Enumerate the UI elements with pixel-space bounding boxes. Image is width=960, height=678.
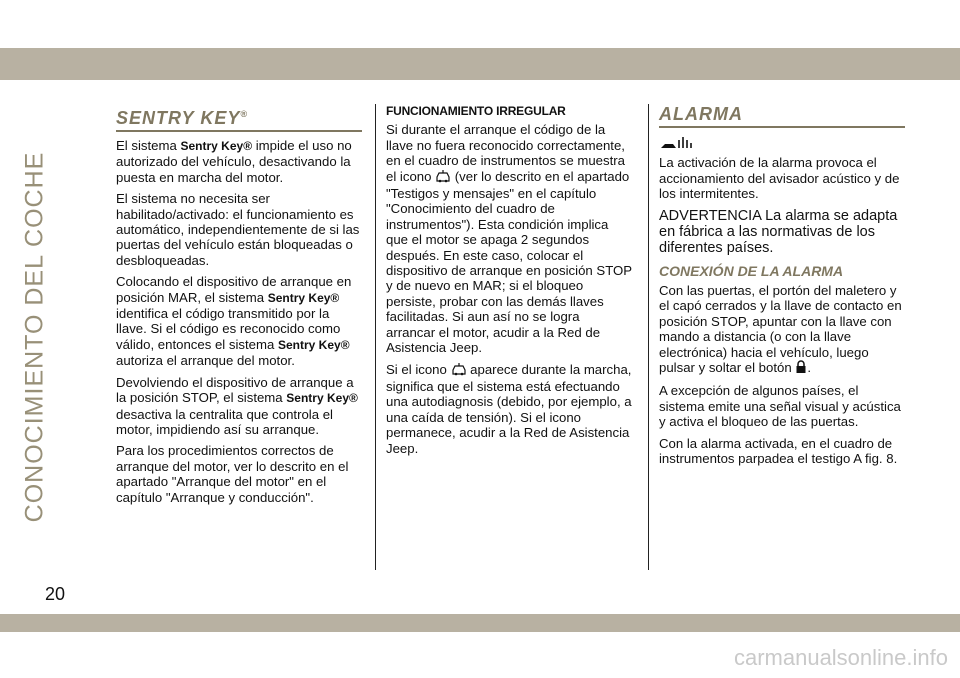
car-key-icon xyxy=(435,169,451,186)
subsection-heading-conexion: CONEXIÓN DE LA ALARMA xyxy=(659,262,844,279)
lock-icon xyxy=(795,360,807,377)
column-funcionamiento xyxy=(386,104,632,462)
section-heading-alarma: ALARMA xyxy=(659,104,905,128)
column-divider xyxy=(375,104,376,570)
column-alarma xyxy=(659,104,905,473)
paragraph: A excepción de algunos países, el sistema emite una señal visual y acústica y activa el bloqueo de las puertas. xyxy=(659,383,901,430)
paragraph: Colocando el dispositivo de arranque en posición MAR, el sistema Sentry Key® identifica el código transmitido por la llave. Si el código es reconocido como válido, entonces el sistema Sentry Key® autoriza el arranque del motor. xyxy=(116,274,352,369)
side-section-title: CONOCIMIENTO DEL COCHE xyxy=(20,151,49,522)
paragraph: Si durante el arranque el código de la llave no fuera reconocido correctamente, en el cuadro de instrumentos se muestra el icono (ver lo descrito en el apartado "Testigos y mensajes" en el capítulo "Conocimiento del cuadro de instrumentos"). Esta condición implica que el motor se apaga 2 segundos después. En este caso, colocar el dispositivo de arranque en posición STOP y de nuevo en MAR; si el bloqueo persiste, probar con las demás llaves facilitadas. Si aun así no se logra arrancar el motor, acudir a la Red de Asistencia Jeep. xyxy=(386,122,632,356)
paragraph: Con las puertas, el portón del maletero y el capó cerrados y la llave de contacto en posición STOP, apuntar con la llave con mando a distancia (o con la llave electrónica) hacia el vehículo, luego pulsar y soltar el botón . xyxy=(659,283,905,377)
paragraph: El sistema no necesita ser habilitado/activado: el funcionamiento es automático, independientemente de si las puertas del vehículo están bloqueadas o desbloqueadas. xyxy=(116,191,360,268)
warning-paragraph: ADVERTENCIA La alarma se adapta en fábrica a las normativas de los diferentes países. xyxy=(659,207,898,256)
footer-band xyxy=(0,614,960,632)
paragraph: Para los procedimientos correctos de arranque del motor, ver lo descrito en el apartado "Arranque del motor" en el capítulo "Arranque y conducción". xyxy=(116,443,349,505)
car-key-icon xyxy=(451,362,467,379)
section-heading-sentry-key: SENTRY KEY® xyxy=(116,104,362,132)
paragraph: El sistema Sentry Key® impide el uso no autorizado del vehículo, desactivando la puesta en marcha del motor. xyxy=(116,138,352,185)
paragraph: La activación de la alarma provoca el accionamiento del avisador acústico y de los intermitentes. xyxy=(659,155,900,202)
paragraph: Si el icono aparece durante la marcha, significa que el sistema está efectuando una autodiagnosis (debido, por ejemplo, a una caída de tensión). Si el icono permanece, acudir a la Red de Asistencia Jeep. xyxy=(386,361,632,456)
page-number: 20 xyxy=(45,584,66,604)
subsection-heading: FUNCIONAMIENTO IRREGULAR xyxy=(386,104,566,118)
column-sentry-key xyxy=(116,104,362,511)
column-divider xyxy=(648,104,649,570)
paragraph: Con la alarma activada, en el cuadro de instrumentos parpadea el testigo A fig. 8. xyxy=(659,435,898,467)
paragraph: Devolviendo el dispositivo de arranque a la posición STOP, el sistema Sentry Key® desactiva la centralita que controla el motor, impidiendo así su arranque. xyxy=(116,374,358,437)
alarm-icon xyxy=(659,134,695,153)
watermark: carmanualsonline.info xyxy=(733,645,948,670)
header-band xyxy=(0,48,960,80)
